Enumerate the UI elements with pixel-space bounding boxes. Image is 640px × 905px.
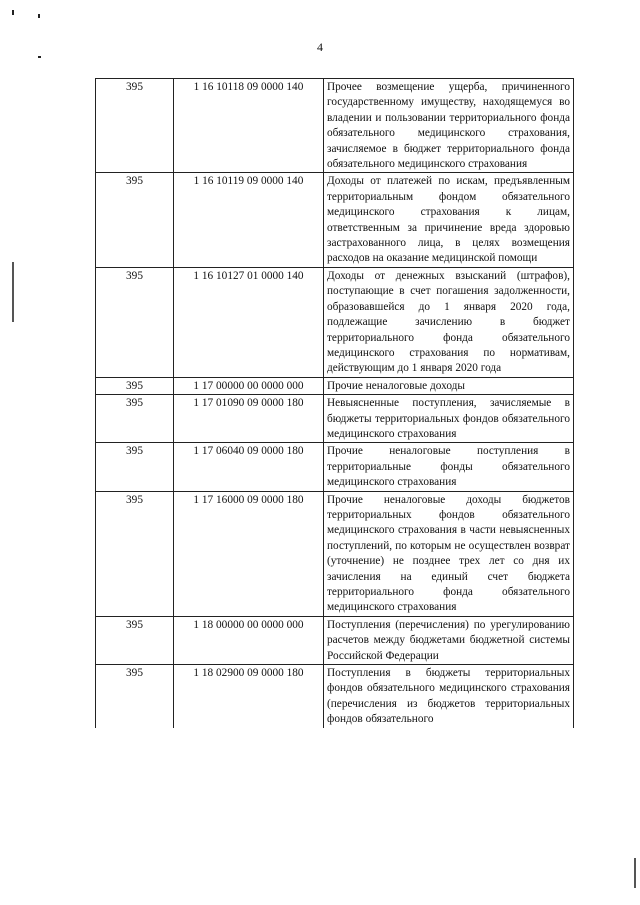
budget-code-cell: 1 17 01090 09 0000 180 bbox=[174, 395, 324, 443]
admin-code-cell: 395 bbox=[96, 377, 174, 394]
admin-code-cell: 395 bbox=[96, 395, 174, 443]
revenue-name-cell: Поступления в бюджеты территориальных фондов обязательного медицинского страхования (перечисления из бюджетов территориальных фондов обязательного bbox=[324, 665, 574, 728]
revenue-name-cell: Прочие неналоговые доходы бюджетов территориальных фондов обязательного медицинского страхования в части невыясненных поступлений, по которым не осуществлен возврат (уточнение) не позднее трех лет со дня их зачисления на единый счет бюджета территориального фонда обязательного медицинского страхования bbox=[324, 491, 574, 616]
admin-code-cell: 395 bbox=[96, 491, 174, 616]
revenue-name-cell: Поступления (перечисления) по урегулированию расчетов между бюджетами бюджетной системы Российской Федерации bbox=[324, 616, 574, 664]
budget-code-cell: 1 18 00000 00 0000 000 bbox=[174, 616, 324, 664]
table-row bbox=[96, 79, 574, 173]
table-row bbox=[96, 443, 574, 491]
budget-code-cell: 1 18 02900 09 0000 180 bbox=[174, 665, 324, 728]
revenue-name-cell: Доходы от платежей по искам, предъявленным территориальным фондом обязательного медицинского страхования к лицам, ответственным за причинение вреда здоровью застрахованного лица, в целях возмещения расходов на оказание медицинской помощи bbox=[324, 173, 574, 267]
revenue-name-cell: Доходы от денежных взысканий (штрафов), поступающие в счет погашения задолженности, образовавшейся до 1 января 2020 года, подлежащие зачислению в бюджет территориального фонда обязательного медицинского страхования по нормативам, действующим до 1 января 2020 года bbox=[324, 267, 574, 377]
revenue-name-cell: Невыясненные поступления, зачисляемые в бюджеты территориальных фондов обязательного медицинского страхования bbox=[324, 395, 574, 443]
table-row bbox=[96, 665, 574, 728]
admin-code-cell: 395 bbox=[96, 267, 174, 377]
budget-code-cell: 1 16 10119 09 0000 140 bbox=[174, 173, 324, 267]
table-row bbox=[96, 377, 574, 394]
table-row bbox=[96, 616, 574, 664]
budget-codes-table bbox=[95, 78, 574, 728]
revenue-name-cell: Прочее возмещение ущерба, причиненного государственному имуществу, находящемуся во владении и пользовании территориального фонда обязательного медицинского страхования, зачисляемое в бюджет территориального фонда обязательного медицинского страхования bbox=[324, 79, 574, 173]
budget-code-cell: 1 16 10118 09 0000 140 bbox=[174, 79, 324, 173]
table-row bbox=[96, 491, 574, 616]
budget-code-cell: 1 17 06040 09 0000 180 bbox=[174, 443, 324, 491]
admin-code-cell: 395 bbox=[96, 79, 174, 173]
budget-code-cell: 1 17 16000 09 0000 180 bbox=[174, 491, 324, 616]
budget-code-cell: 1 17 00000 00 0000 000 bbox=[174, 377, 324, 394]
admin-code-cell: 395 bbox=[96, 616, 174, 664]
admin-code-cell: 395 bbox=[96, 443, 174, 491]
budget-code-cell: 1 16 10127 01 0000 140 bbox=[174, 267, 324, 377]
admin-code-cell: 395 bbox=[96, 173, 174, 267]
table-row bbox=[96, 395, 574, 443]
page-number: 4 bbox=[317, 40, 323, 54]
table-row bbox=[96, 173, 574, 267]
table-row bbox=[96, 267, 574, 377]
scan-artifact bbox=[634, 858, 636, 888]
admin-code-cell: 395 bbox=[96, 665, 174, 728]
revenue-name-cell: Прочие неналоговые доходы bbox=[324, 377, 574, 394]
revenue-name-cell: Прочие неналоговые поступления в территориальные фонды обязательного медицинского страхования bbox=[324, 443, 574, 491]
